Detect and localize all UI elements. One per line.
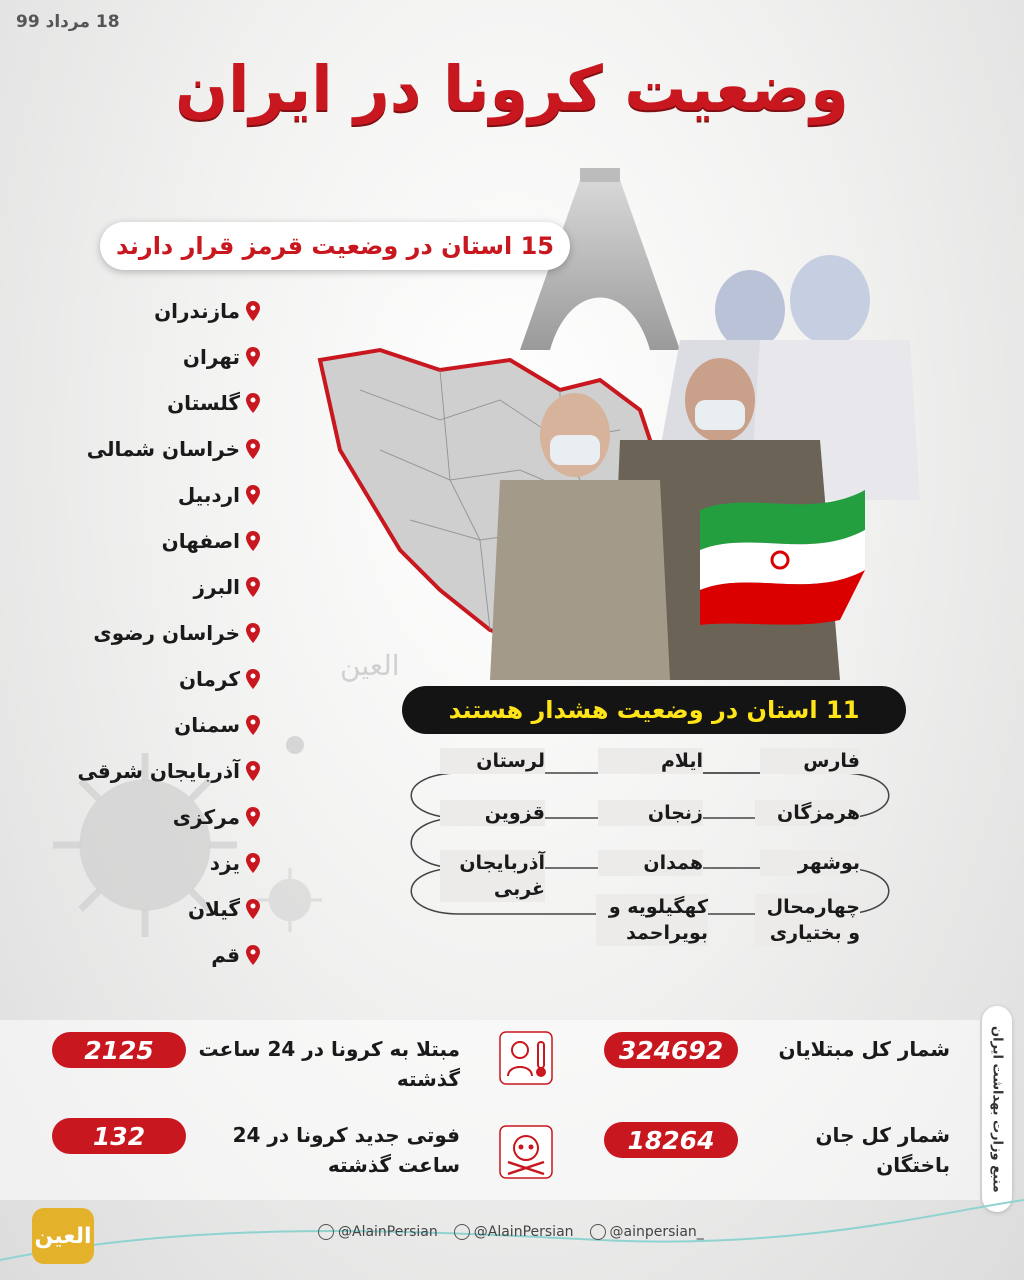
warning-province: آذربایجان غربی <box>440 850 545 902</box>
total-deaths-value: 18264 <box>604 1122 738 1158</box>
red-province-name: گیلان <box>187 897 240 921</box>
warning-province: کهگیلویه و بویراحمد <box>596 894 708 946</box>
date-label: 18 مرداد 99 <box>16 12 120 32</box>
location-pin-icon <box>246 485 260 505</box>
new-cases-value: 2125 <box>52 1032 186 1068</box>
red-province-item <box>60 886 260 932</box>
warning-province: بوشهر <box>760 850 860 876</box>
location-pin-icon <box>246 531 260 551</box>
red-province-name: یزد <box>209 851 240 875</box>
instagram-link[interactable]: @ainpersian_ <box>590 1224 704 1240</box>
facebook-link[interactable]: @AlainPersian <box>454 1224 574 1240</box>
location-pin-icon <box>246 439 260 459</box>
red-province-item <box>60 932 260 978</box>
warning-province: چهارمحال و بختیاری <box>755 894 860 946</box>
red-province-item <box>60 794 260 840</box>
red-province-name: مازندران <box>154 299 240 323</box>
red-province-item <box>60 840 260 886</box>
total-deaths-label: شمار کل جان باختگان <box>815 1123 950 1177</box>
location-pin-icon <box>246 301 260 321</box>
location-pin-icon <box>246 853 260 873</box>
total-cases-label: شمار کل مبتلایان <box>778 1037 950 1061</box>
red-province-name: خراسان شمالی <box>86 437 240 461</box>
location-pin-icon <box>246 347 260 367</box>
red-province-item <box>60 426 260 472</box>
social-links <box>318 1224 704 1240</box>
warning-status-heading: 11 استان در وضعیت هشدار هستند <box>402 686 906 734</box>
red-province-name: کرمان <box>178 667 240 691</box>
warning-province: لرستان <box>440 748 545 774</box>
logo: العين <box>32 1208 94 1264</box>
location-pin-icon <box>246 945 260 965</box>
warning-province: همدان <box>598 850 703 876</box>
twitter-link[interactable]: @AlainPersian <box>318 1224 438 1240</box>
skull-crossbones-icon <box>498 1124 554 1180</box>
location-pin-icon <box>246 393 260 413</box>
red-province-name: البرز <box>193 575 240 599</box>
red-province-name: تهران <box>182 345 240 369</box>
red-province-name: اصفهان <box>161 529 240 553</box>
iran-flag-illustration <box>690 480 870 630</box>
new-deaths-label: فوتی جدید کرونا در 24 ساعت گذشته <box>232 1123 460 1177</box>
virus-icon <box>250 860 330 940</box>
instagram-icon <box>590 1224 606 1240</box>
page-title: وضعیت کرونا در ایران <box>175 52 849 125</box>
warning-province: قزوین <box>440 800 545 826</box>
red-status-heading: 15 استان در وضعیت قرمز قرار دارند <box>100 222 570 270</box>
location-pin-icon <box>246 899 260 919</box>
red-province-name: آذربایجان شرقی <box>77 759 240 783</box>
total-cases-value: 324692 <box>604 1032 738 1068</box>
twitter-icon <box>318 1224 334 1240</box>
red-province-item <box>60 564 260 610</box>
red-province-item <box>60 702 260 748</box>
red-province-name: مرکزی <box>172 805 240 829</box>
location-pin-icon <box>246 669 260 689</box>
new-deaths-value: 132 <box>52 1118 186 1154</box>
red-province-item <box>60 334 260 380</box>
red-province-item <box>60 380 260 426</box>
red-province-item <box>60 610 260 656</box>
virus-icon <box>280 730 310 760</box>
warning-province: هرمزگان <box>755 800 860 826</box>
red-province-item <box>60 518 260 564</box>
location-pin-icon <box>246 577 260 597</box>
red-province-name: اردبیل <box>177 483 240 507</box>
red-province-item <box>60 748 260 794</box>
svg-text:العين: العين <box>340 649 400 682</box>
red-province-name: خراسان رضوی <box>93 621 240 645</box>
red-province-item <box>60 472 260 518</box>
red-province-item <box>60 656 260 702</box>
red-province-list <box>60 288 260 978</box>
warning-province: ایلام <box>598 748 703 774</box>
thermometer-person-icon <box>498 1030 554 1086</box>
facebook-icon <box>454 1224 470 1240</box>
location-pin-icon <box>246 715 260 735</box>
red-province-name: قم <box>211 943 240 967</box>
location-pin-icon <box>246 761 260 781</box>
new-cases-label: مبتلا به کرونا در 24 ساعت گذشته <box>198 1037 460 1091</box>
location-pin-icon <box>246 807 260 827</box>
location-pin-icon <box>246 623 260 643</box>
warning-province: زنجان <box>598 800 703 826</box>
red-province-name: گلستان <box>167 391 240 415</box>
source-label: منبع وزارت بهداشت ایران <box>982 1006 1012 1212</box>
warning-province: فارس <box>760 748 860 774</box>
red-province-name: سمنان <box>174 713 240 737</box>
red-province-item <box>60 288 260 334</box>
